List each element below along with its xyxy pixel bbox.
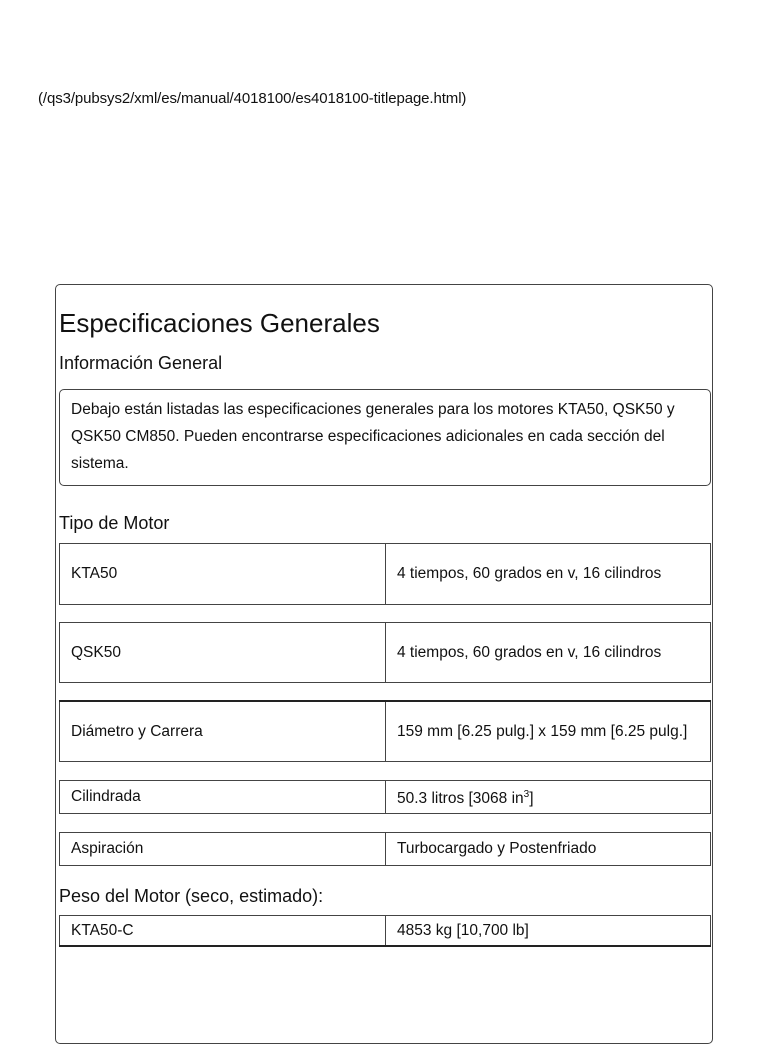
page-path: (/qs3/pubsys2/xml/es/manual/4018100/es4018100-titlepage.html) [38,90,467,107]
spec-value [386,781,711,814]
bore-stroke-table [59,700,711,762]
table-row [60,781,711,814]
spec-key: Aspiración [60,833,386,866]
table-row [60,833,711,866]
spec-value: 4 tiempos, 60 grados en v, 16 cilindros [386,544,711,605]
value-superscript: 3 [523,788,530,800]
spec-value: 4 tiempos, 60 grados en v, 16 cilindros [386,623,711,683]
spec-key: QSK50 [60,623,386,683]
page-title: Especificaciones Generales [59,308,380,338]
table-row [60,544,711,605]
intro-box: Debajo están listadas las especificaciones generales para los motores KTA50, QSK50 y QSK50 CM850. Pueden encontrarse especificaciones adicionales en cada sección del sistema. [59,389,711,486]
value-prefix: 50.3 litros [3068 in [397,790,524,808]
spec-key: Diámetro y Carrera [60,701,386,762]
spec-value: 4853 kg [10,700 lb] [386,916,711,947]
aspiration-table [59,832,711,866]
spec-value: Turbocargado y Postenfriado [386,833,711,866]
engine-type-table-qsk50 [59,622,711,683]
spec-value: 159 mm [6.25 pulg.] x 159 mm [6.25 pulg.] [386,701,711,762]
table-row [60,916,711,947]
value-suffix: ] [529,790,534,808]
table-row [60,623,711,683]
section-title-weight: Peso del Motor (seco, estimado): [59,886,324,906]
displacement-table [59,780,711,814]
engine-type-table-kta50 [59,543,711,605]
section-title-engine-type: Tipo de Motor [59,513,170,533]
table-row [60,701,711,762]
weight-table [59,915,711,947]
spec-key: KTA50 [60,544,386,605]
spec-key: KTA50-C [60,916,386,947]
spec-key: Cilindrada [60,781,386,814]
section-title-general: Información General [59,353,223,373]
